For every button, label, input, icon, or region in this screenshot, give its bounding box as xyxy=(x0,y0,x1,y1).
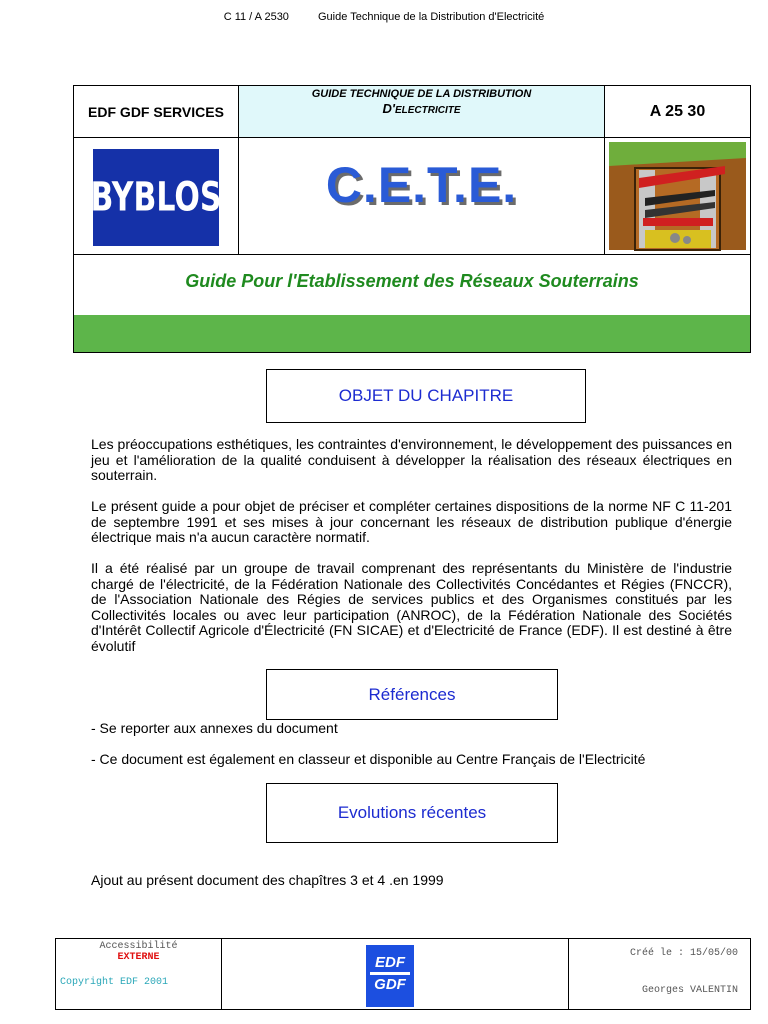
objet-paragraph-2: Le présent guide a pour objet de préciser et compléter certaines dispositions de la norme NF C 11-201 de septembre 1991 et ses mises à jour concernant les réseaux de distribution publique d'énergie électrique mais n'a aucun caractère normatif. xyxy=(91,498,732,545)
footer-access-cell xyxy=(56,939,222,1009)
copyright-text: Copyright EDF 2001 xyxy=(60,977,169,988)
edf-gdf-logo: EDF GDF xyxy=(366,945,414,1007)
acronym-cell xyxy=(239,138,605,255)
page-footer xyxy=(55,938,751,1010)
cete-acronym: C.E.T.E. xyxy=(325,157,518,213)
green-band xyxy=(74,315,750,352)
guide-title-cell xyxy=(239,86,605,138)
title-table xyxy=(73,85,751,353)
objet-paragraph-1: Les préoccupations esthétiques, les contraintes d'environnement, le développement des puissances en jeu et l'amélioration de la qualité conduisent à développer la réalisation des réseaux électriques en souterrain. xyxy=(91,436,732,483)
chapter-subtitle: Guide Pour l'Etablissement des Réseaux Souterrains xyxy=(185,270,639,291)
document-series-title: Guide Technique de la Distribution d'Electricité xyxy=(318,11,545,23)
access-value: EXTERNE xyxy=(117,952,160,963)
byblos-logo-cell xyxy=(74,138,239,255)
references-item-1: - Se reporter aux annexes du document xyxy=(91,720,338,736)
references-item-2: - Ce document est également en classeur et disponible au Centre Français de l'Electricité xyxy=(91,751,646,767)
author-name: Georges VALENTIN xyxy=(641,985,738,996)
chapter-code: A 25 30 xyxy=(605,86,750,138)
creation-date: Créé le : 15/05/00 xyxy=(629,948,738,959)
guide-title-line2: D'ELECTRICITE xyxy=(382,101,461,116)
trench-illustration-icon xyxy=(605,138,750,254)
company-name: EDF GDF SERVICES xyxy=(74,86,239,138)
evolutions-heading: Evolutions récentes xyxy=(266,783,558,843)
byblos-logo: BYBLOS xyxy=(93,149,219,246)
trench-illustration xyxy=(605,138,750,255)
objet-heading: OBJET DU CHAPITRE xyxy=(266,369,586,423)
footer-logo-cell xyxy=(221,939,569,1009)
evolutions-item-1: Ajout au présent document des chapîtres 3 et 4 .en 1999 xyxy=(91,872,444,888)
references-heading: Références xyxy=(266,669,558,720)
running-header xyxy=(0,11,768,23)
objet-paragraph-3: Il a été réalisé par un groupe de travail comprenant des représentants du Ministère de l'industrie chargé de l'électricité, de la Fédération Nationale des Collectivités Concédantes et Régies (FNCCR), de l'Association Nationale des Régies de services publics et des Organismes constitués par les Collectivités locales ou avec leur participation (ANROC), de la Fédération Nationale des Sociétés d'Intérêt Collectif Agricole d'Électricité (FN SICAE) et d'Electricité de France (EDF). Il est destiné à être évolutif xyxy=(91,560,732,654)
document-reference: C 11 / A 2530 xyxy=(223,11,289,23)
guide-title-line1: GUIDE TECHNIQUE DE LA DISTRIBUTION xyxy=(311,88,532,100)
access-label: Accessibilité xyxy=(99,941,178,952)
footer-meta-cell xyxy=(568,939,750,1009)
